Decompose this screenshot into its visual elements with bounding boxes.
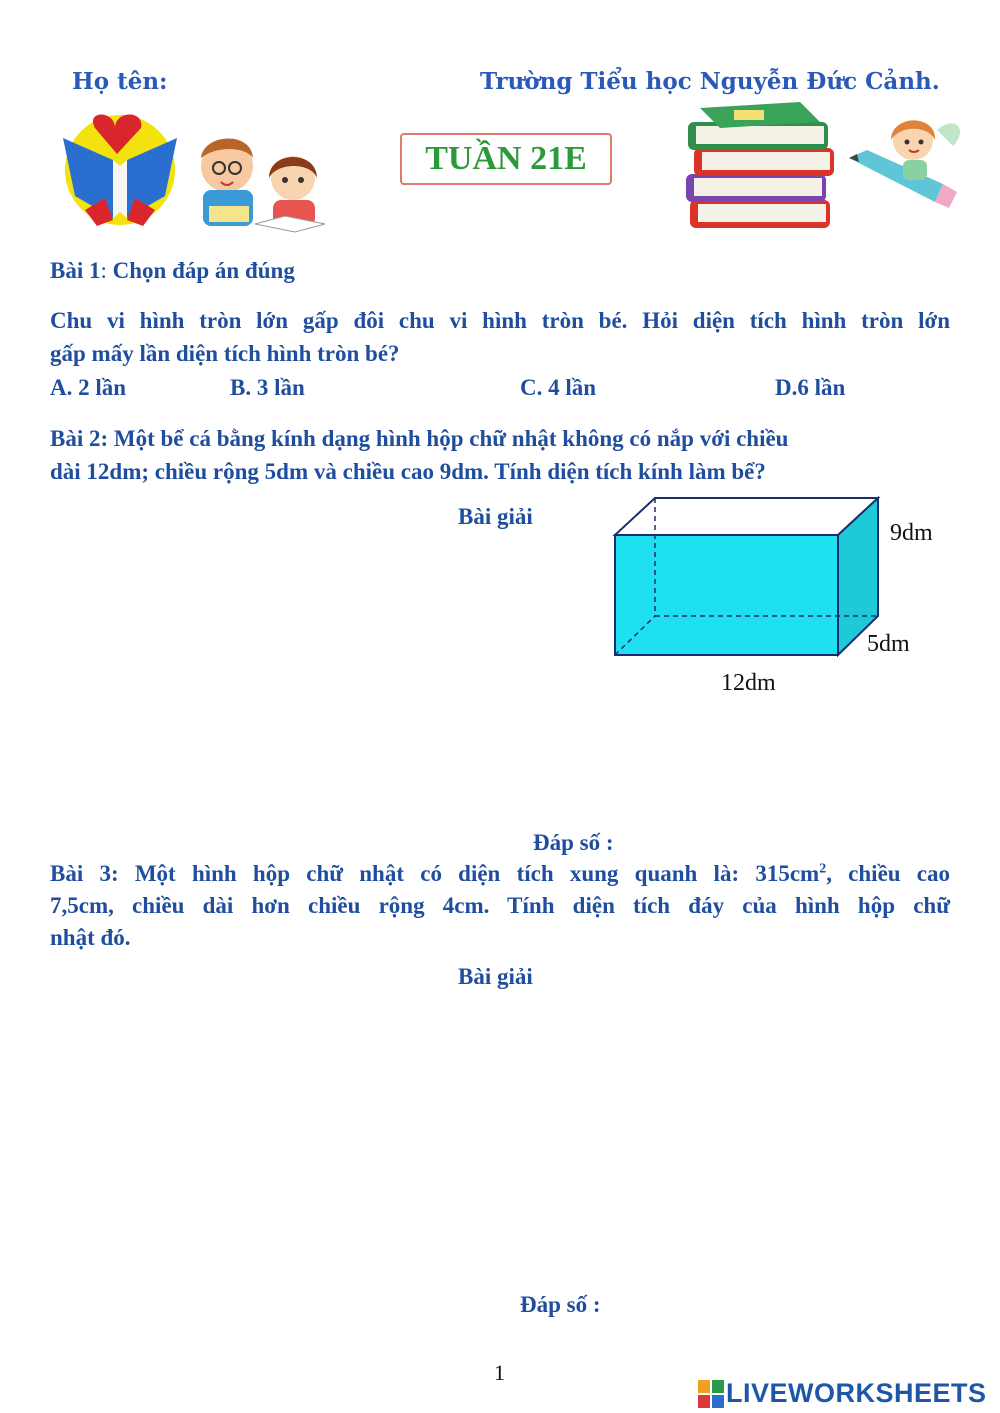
- bai3-number: Bài 3: [50, 861, 111, 886]
- bai1-number: Bài 1: [50, 258, 101, 283]
- fairy-pencil-icon: [845, 110, 970, 210]
- books-stack-icon: [680, 100, 840, 240]
- bai3-answer-label: Đáp số :: [520, 1292, 601, 1317]
- bai3-solution-label: Bài giải: [458, 964, 533, 989]
- bai2-answer-label: Đáp số :: [533, 830, 614, 855]
- bai3-question-line3: nhật đó.: [50, 925, 131, 950]
- bai1-option-a: A. 2 lần: [50, 375, 127, 400]
- week-title-box: [400, 133, 612, 185]
- bai1-option-c: C. 4 lần: [520, 375, 597, 400]
- bai1-option-b: B. 3 lần: [230, 375, 305, 400]
- school-emblem-icon: [55, 100, 185, 230]
- kids-reading-icon: [185, 128, 345, 238]
- bai2-question-line2: dài 12dm; chiều rộng 5dm và chiều cao 9dm. Tính diện tích kính làm bể?: [50, 459, 766, 484]
- liveworksheets-brand[interactable]: LIVEWORKSHEETS: [726, 1378, 987, 1408]
- bai3-line1-a: : Một hình hộp chữ nhật có diện tích xung quanh là: 315cm: [110, 861, 820, 886]
- bai1-heading: Bài 1: Chọn đáp án đúng: [50, 258, 295, 283]
- length-label: 12dm: [721, 670, 776, 696]
- bai2-question-line1: Bài 2: Một bể cá bằng kính dạng hình hộp chữ nhật không có nắp với chiều: [50, 426, 789, 451]
- bai3-superscript: 2: [819, 861, 827, 877]
- school-name: Trường Tiểu học Nguyễn Đức Cảnh.: [480, 68, 940, 95]
- bai2-solution-label: Bài giải: [458, 504, 533, 529]
- bai1-instruction: Chọn đáp án đúng: [106, 258, 295, 283]
- bai3-question-line2: 7,5cm, chiều dài hơn chiều rộng 4cm. Tính diện tích đáy của hình hộp chữ: [50, 893, 950, 918]
- bai3-question-line1: [50, 857, 950, 890]
- box-front-face: [615, 535, 838, 655]
- liveworksheets-logo-icon: [698, 1380, 724, 1408]
- width-label: 5dm: [867, 631, 910, 657]
- page-number: 1: [494, 1360, 505, 1385]
- bai1-option-d: D.6 lần: [775, 375, 846, 400]
- bai3-line1-b: , chiều cao: [826, 861, 951, 886]
- name-label: Họ tên:: [72, 68, 168, 95]
- liveworksheets-logo: [698, 1378, 987, 1409]
- bai1-question-line1: Chu vi hình tròn lớn gấp đôi chu vi hình tròn bé. Hỏi diện tích hình tròn lớn: [50, 308, 950, 333]
- height-label: 9dm: [890, 520, 933, 546]
- bai1-question-line2: gấp mấy lần diện tích hình tròn bé?: [50, 341, 400, 366]
- week-title: TUẦN 21E: [425, 140, 587, 177]
